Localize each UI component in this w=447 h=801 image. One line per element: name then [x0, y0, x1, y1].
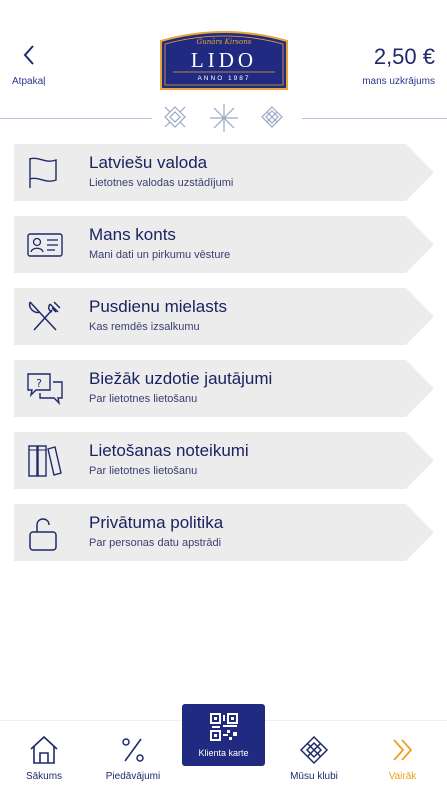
menu-item-title: Privātuma politika	[89, 513, 224, 532]
tab-home-label: Sākums	[25, 771, 63, 782]
menu-item-account[interactable]	[14, 216, 434, 273]
menu-item-privacy[interactable]	[14, 504, 434, 561]
menu-item-subtitle: Par lietotnes lietošanu	[89, 465, 198, 477]
menu-item-subtitle: Mani dati un pirkumu vēsture	[89, 249, 231, 261]
back-label: Atpakaļ	[12, 76, 46, 87]
books-icon	[26, 442, 64, 480]
double-chevron-right-icon	[390, 735, 416, 765]
svg-text:LIDO: LIDO	[190, 48, 258, 72]
tab-home[interactable]	[0, 721, 88, 801]
qr-code-icon	[209, 712, 239, 742]
unlock-icon	[26, 514, 64, 552]
diamond-pattern-icon	[299, 735, 329, 765]
menu-item-subtitle: Kas remdēs izsalkumu	[89, 321, 200, 333]
tab-client-card[interactable]	[182, 704, 265, 766]
menu-item-title: Pusdienu mielasts	[89, 297, 227, 316]
menu-item-language[interactable]	[14, 144, 434, 201]
home-icon	[28, 735, 60, 765]
tab-offers-label: Piedāvājumi	[105, 771, 161, 782]
tab-clubs[interactable]	[270, 721, 358, 801]
menu-item-title: Latviešu valoda	[89, 153, 208, 172]
savings-label: mans uzkrājums	[362, 76, 435, 87]
menu-item-title: Biežāk uzdotie jautājumi	[89, 369, 273, 388]
back-button[interactable]	[12, 44, 62, 90]
menu-item-faq[interactable]	[14, 360, 434, 417]
tab-more-label: Vairāk	[388, 771, 417, 782]
svg-text:ANNO 1987: ANNO 1987	[197, 75, 251, 82]
svg-text:Gunārs Kirsons: Gunārs Kirsons	[196, 38, 252, 46]
lido-logo	[159, 27, 289, 91]
header	[0, 0, 447, 100]
tab-offers[interactable]	[88, 721, 178, 801]
divider-line-right	[302, 118, 447, 119]
tab-more[interactable]	[358, 721, 447, 801]
menu-item-subtitle: Lietotnes valodas uzstādījumi	[89, 177, 234, 189]
savings-value: 2,50 €	[373, 44, 435, 69]
ornament-divider	[0, 104, 447, 134]
ornament-icon	[162, 104, 286, 134]
savings	[362, 44, 435, 87]
menu-item-lunch[interactable]	[14, 288, 434, 345]
chevron-left-icon	[22, 44, 36, 66]
svg-text:?: ?	[36, 377, 42, 390]
tab-clubs-label: Mūsu klubi	[290, 771, 338, 782]
fork-knife-icon	[26, 298, 64, 336]
tab-client-card-label: Klienta karte	[198, 748, 249, 758]
divider-line-left	[0, 118, 152, 119]
menu-item-subtitle: Par lietotnes lietošanu	[89, 393, 198, 405]
percent-icon	[119, 735, 147, 765]
menu-item-terms[interactable]	[14, 432, 434, 489]
menu-item-subtitle: Par personas datu apstrādi	[89, 537, 222, 549]
question-bubbles-icon	[26, 370, 64, 408]
id-card-icon	[26, 226, 64, 264]
flag-icon	[26, 154, 64, 192]
menu-item-title: Mans konts	[89, 225, 176, 244]
menu-item-title: Lietošanas noteikumi	[89, 441, 249, 460]
